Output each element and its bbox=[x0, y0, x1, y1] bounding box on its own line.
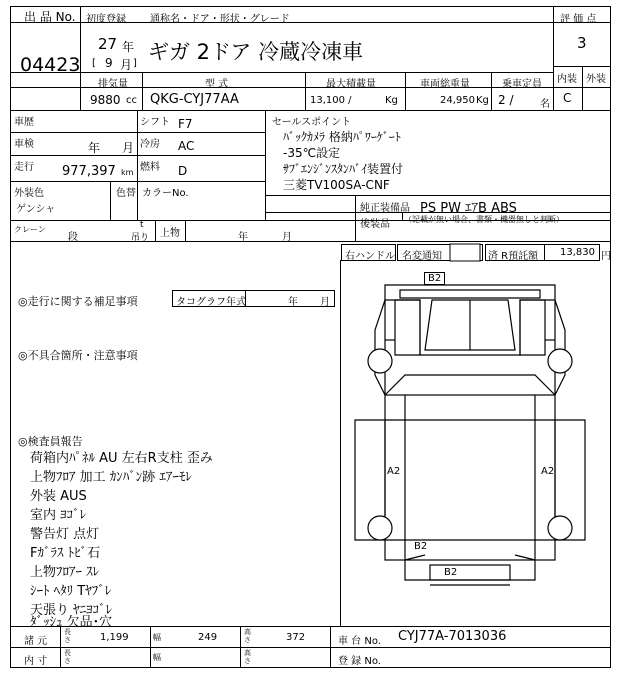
width-label: 幅 bbox=[153, 633, 161, 642]
crane-stage: 段 bbox=[68, 232, 78, 243]
displacement-label: 排気量 bbox=[98, 79, 128, 90]
displacement-value: 9880 bbox=[90, 93, 121, 107]
inspector-line-7: 上物ﾌﾛｱｰ ｽﾚ bbox=[30, 565, 100, 580]
registration-label: 登 録 No. bbox=[338, 656, 381, 667]
interior-grade: C bbox=[563, 91, 572, 105]
inspection-month-unit: 月 bbox=[122, 141, 135, 155]
tacho-label: タコグラフ年式 bbox=[176, 297, 246, 308]
width-value: 249 bbox=[198, 632, 218, 643]
rhd-flag: 右ハンドル bbox=[345, 251, 395, 262]
reg-year-unit: 年 bbox=[122, 40, 135, 54]
payload-value: 13,100 / bbox=[310, 95, 352, 106]
grade-value: 3 bbox=[577, 34, 587, 52]
color-number-label: カラーNo. bbox=[142, 188, 189, 199]
capacity-value: 2 / bbox=[498, 93, 514, 107]
reg-year: 27 bbox=[98, 35, 118, 53]
crane-lift: 吊り bbox=[131, 233, 150, 243]
history-label: 車歴 bbox=[14, 117, 34, 128]
payload-unit: Kg bbox=[385, 95, 398, 106]
reg-month-bracket-close: ] bbox=[133, 58, 137, 69]
model-code: QKG-CYJ77AA bbox=[150, 92, 239, 107]
interior-label: 内装 bbox=[557, 74, 577, 85]
shift-label: シフト bbox=[140, 117, 170, 128]
sales-line-2: -35℃設定 bbox=[283, 146, 341, 160]
length-label: 長さ bbox=[64, 628, 71, 644]
gross-label: 車両総重量 bbox=[420, 79, 470, 90]
height-label: 高さ bbox=[244, 628, 251, 644]
model-name: ギガ 2ドア 冷蔵冷凍車 bbox=[148, 40, 364, 64]
sales-line-1: ﾊﾞｯｸｶﾒﾗ 格納ﾊﾟﾜｰｹﾞｰﾄ bbox=[283, 130, 401, 144]
damage-mark: A2 bbox=[387, 466, 401, 477]
mileage-value: 977,397 bbox=[62, 164, 116, 179]
damage-mark: B2 bbox=[444, 567, 458, 578]
capacity-unit: 名 bbox=[540, 99, 550, 110]
capacity-label: 乗車定員 bbox=[502, 79, 542, 90]
chassis-label: 車 台 No. bbox=[338, 636, 381, 647]
tacho-month-unit: 月 bbox=[320, 297, 330, 308]
gross-unit: Kg bbox=[476, 95, 489, 106]
sales-line-3: ｻﾌﾞｴﾝｼﾞﾝｽﾀﾝﾊﾞｲ装置付 bbox=[283, 162, 404, 176]
name-change-flag: 名変通知 bbox=[402, 251, 442, 262]
color-value: ゲンシャ bbox=[16, 204, 56, 215]
reg-month: 9 bbox=[105, 56, 113, 70]
inspector-line-4: 室内 ﾖｺﾞﾚ bbox=[30, 508, 87, 523]
model-label: 型 式 bbox=[205, 79, 229, 90]
shift-value: F7 bbox=[178, 117, 193, 131]
inner-height-label: 高さ bbox=[244, 649, 251, 665]
sales-line-4: 三菱TV100SA-CNF bbox=[283, 178, 390, 192]
inspector-line-8: ｼｰﾄ ﾍﾀﾘ Tﾔﾌﾞﾚ bbox=[30, 584, 112, 599]
inspector-line-10: ﾀﾞｯｼｭ 欠品･穴 bbox=[30, 615, 113, 630]
lot-number: 04423 bbox=[20, 54, 81, 76]
payload-label: 最大積載量 bbox=[326, 79, 376, 90]
height-value: 372 bbox=[286, 632, 306, 643]
damage-mark: A2 bbox=[541, 466, 555, 477]
mileage-label: 走行 bbox=[14, 162, 34, 173]
inner-length-label: 長さ bbox=[64, 649, 71, 665]
equipment-value: PS PW ｴｱB ABS bbox=[420, 201, 517, 216]
lot-label: 出 品 No. bbox=[24, 10, 76, 24]
damage-mark: B2 bbox=[414, 541, 428, 552]
inner-dims-label: 内 寸 bbox=[24, 656, 48, 667]
fuel-label: 燃料 bbox=[140, 162, 160, 173]
dims-label: 諸 元 bbox=[24, 636, 48, 647]
inspector-line-1: 荷箱内ﾊﾟﾈﾙ AU 左右R支柱 歪み bbox=[30, 451, 213, 466]
defects-heading: ◎不具合箇所・注意事項 bbox=[18, 349, 138, 362]
color-label: 外装色 bbox=[14, 188, 44, 199]
aftermarket-note: （記載が無い場合、書類・機器無しと判断） bbox=[404, 215, 564, 224]
inspector-line-2: 上物ﾌﾛｱ 加工 ｶﾝﾊﾞﾝ跡 ｴｱｰﾓﾚ bbox=[30, 470, 192, 485]
fuel-value: D bbox=[178, 164, 188, 178]
inspector-heading: ◎検査員報告 bbox=[18, 435, 83, 448]
inspector-line-6: Fｶﾞﾗｽ ﾄﾋﾞ石 bbox=[30, 546, 101, 561]
exterior-label: 外装 bbox=[586, 74, 606, 85]
damage-mark: B2 bbox=[424, 272, 445, 285]
upper-label: 上物 bbox=[160, 228, 180, 239]
inspection-label: 車検 bbox=[14, 139, 34, 150]
inspector-line-5: 警告灯 点灯 bbox=[30, 527, 100, 542]
reg-month-bracket: [ bbox=[92, 58, 96, 69]
crane-label: クレーン bbox=[14, 225, 46, 234]
inner-width-label: 幅 bbox=[153, 653, 161, 662]
displacement-unit: cc bbox=[126, 95, 137, 106]
equipment-label: 純正装備品 bbox=[360, 203, 410, 214]
inspection-year-unit: 年 bbox=[88, 141, 101, 155]
recycle-value: 13,830 bbox=[560, 247, 595, 258]
gross-value: 24,950 bbox=[440, 95, 475, 106]
first-reg-label: 初度登録 bbox=[86, 14, 126, 25]
inspector-line-9: 天張り ﾔﾆﾖｺﾞﾚ bbox=[30, 603, 113, 618]
length-value: 1,199 bbox=[100, 632, 129, 643]
driving-notes-heading: ◎走行に関する補足事項 bbox=[18, 295, 138, 308]
color-change-label: 色替 bbox=[116, 188, 136, 199]
chassis-value: CYJ77A-7013036 bbox=[398, 629, 507, 644]
upper-year-unit: 年 bbox=[238, 232, 248, 243]
grade-label: 評 価 点 bbox=[560, 14, 597, 25]
aircon-label: 冷房 bbox=[140, 139, 160, 150]
upper-month-unit: 月 bbox=[282, 232, 292, 243]
recycle-yen: 円 bbox=[601, 251, 611, 262]
sales-point-label: セールスポイント bbox=[272, 117, 352, 128]
inspector-line-3: 外装 AUS bbox=[30, 489, 87, 504]
aircon-value: AC bbox=[178, 139, 195, 153]
mileage-unit: km bbox=[121, 168, 134, 177]
tacho-year-unit: 年 bbox=[288, 297, 298, 308]
reg-month-unit: 月 bbox=[120, 58, 133, 72]
title-label: 通称名・ドア・形状・グレード bbox=[150, 14, 290, 25]
aftermarket-label: 後装品 bbox=[360, 219, 390, 230]
crane-ton: t bbox=[140, 220, 144, 230]
recycle-label: 済 R預託額 bbox=[488, 251, 539, 262]
